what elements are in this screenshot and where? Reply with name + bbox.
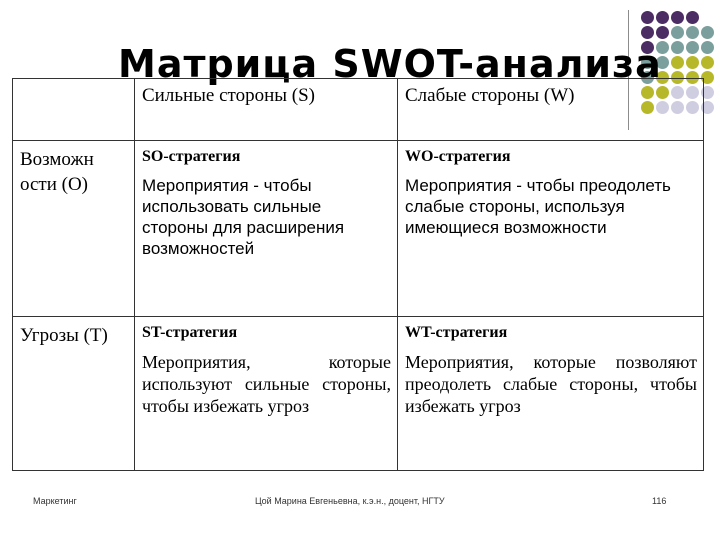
- row-label-opportunities: Возможн ости (O): [13, 141, 135, 317]
- decorative-dot: [701, 41, 714, 54]
- st-strategy-body: Мероприятия, которые используют сильные стороны, чтобы избежать угроз: [142, 352, 391, 416]
- decorative-dot: [671, 26, 684, 39]
- wt-strategy-body: Мероприятия, которые позволяют преодолеть слабые стороны, чтобы избежать угроз: [405, 352, 697, 416]
- slide-title: Матрица SWOT-анализа: [118, 42, 662, 86]
- decorative-dot: [701, 56, 714, 69]
- so-strategy-title: SO-стратегия: [142, 148, 241, 165]
- decorative-dot: [671, 11, 684, 24]
- swot-matrix-table: [12, 78, 704, 471]
- wt-strategy-title: WT-стратегия: [405, 324, 508, 341]
- decorative-dot: [671, 56, 684, 69]
- decorative-dot: [686, 11, 699, 24]
- header-strengths: Сильные стороны (S): [135, 79, 398, 141]
- cell-so-strategy: [135, 141, 398, 317]
- wo-strategy-body: Мероприятия - чтобы преодолеть слабые стороны, используя имеющиеся возможности: [405, 176, 671, 237]
- header-weaknesses: Слабые стороны (W): [398, 79, 704, 141]
- row-label-threats: Угрозы (T): [13, 317, 135, 471]
- decorative-dot: [686, 41, 699, 54]
- cell-st-strategy: [135, 317, 398, 471]
- decorative-dot: [641, 11, 654, 24]
- cell-wt-strategy: [398, 317, 704, 471]
- table-header-row: [13, 79, 704, 141]
- table-row-opportunities: [13, 141, 704, 317]
- cell-wo-strategy: [398, 141, 704, 317]
- decorative-dot: [686, 56, 699, 69]
- table-row-threats: [13, 317, 704, 471]
- decorative-dot: [671, 41, 684, 54]
- decorative-dot: [701, 26, 714, 39]
- st-strategy-title: ST-стратегия: [142, 324, 238, 341]
- decorative-dot: [656, 11, 669, 24]
- header-cell-empty: [13, 79, 135, 141]
- footer-author: Цой Марина Евгеньевна, к.э.н., доцент, НГТУ: [255, 496, 445, 506]
- decorative-dot: [686, 26, 699, 39]
- so-strategy-body: Мероприятия - чтобы использовать сильные стороны для расширения возможностей: [142, 176, 345, 258]
- footer-course: Маркетинг: [33, 496, 77, 506]
- wo-strategy-title: WO-стратегия: [405, 148, 511, 165]
- decorative-dot: [656, 26, 669, 39]
- decorative-dot: [641, 26, 654, 39]
- footer-page-number: 116: [652, 496, 667, 506]
